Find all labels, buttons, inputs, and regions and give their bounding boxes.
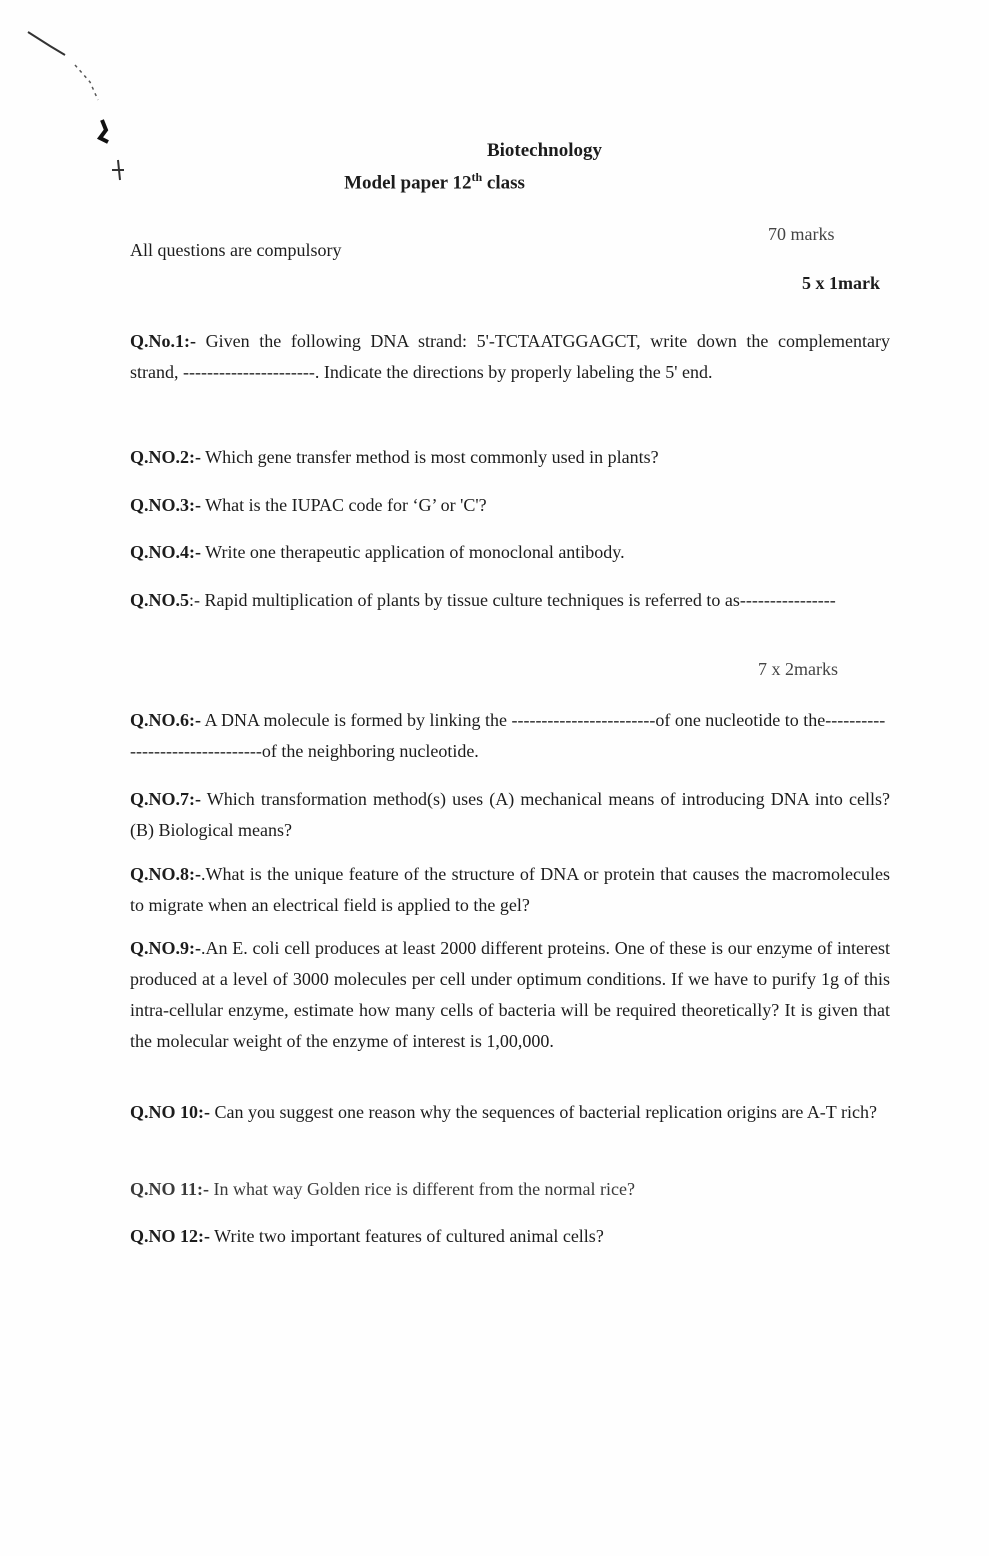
question-3 bbox=[130, 490, 890, 521]
question-label: Q.NO.3:- bbox=[130, 495, 201, 515]
section1-marks: 5 x 1mark bbox=[802, 273, 880, 293]
question-label: Q.NO 10:- bbox=[130, 1102, 210, 1122]
question-5 bbox=[130, 585, 890, 616]
question-1 bbox=[130, 326, 890, 388]
question-text: A DNA molecule is formed by linking the ------------------------of one nucleotide to the--------------------------------of the neighboring nucleotide. bbox=[130, 710, 886, 761]
total-marks: 70 marks bbox=[768, 224, 835, 244]
question-text: Which gene transfer method is most commonly used in plants? bbox=[201, 447, 659, 467]
question-text: Given the following DNA strand: 5'-TCTAATGGAGCT, write down the complementary strand, ----------------------. Indicate the directions by properly labeling the 5' end. bbox=[130, 331, 890, 382]
question-10 bbox=[130, 1097, 890, 1128]
question-label: Q.NO.8:- bbox=[130, 864, 201, 884]
question-label: Q.NO.2:- bbox=[130, 447, 201, 467]
question-label: Q.NO 11:- bbox=[130, 1179, 209, 1199]
question-2 bbox=[130, 442, 890, 473]
section2-marks: 7 x 2marks bbox=[758, 659, 838, 679]
paper-class-title bbox=[0, 170, 929, 194]
question-text: Write one therapeutic application of monoclonal antibody. bbox=[201, 542, 625, 562]
question-label: Q.NO.5 bbox=[130, 590, 190, 610]
paper-class-suffix: class bbox=[482, 172, 525, 194]
question-label: Q.NO.7:- bbox=[130, 789, 201, 809]
question-label: Q.NO 12:- bbox=[130, 1226, 210, 1246]
question-4 bbox=[130, 537, 890, 568]
question-9 bbox=[130, 933, 890, 1057]
paper-class-sup: th bbox=[471, 170, 483, 184]
question-text: Write two important features of cultured animal cells? bbox=[210, 1226, 604, 1246]
instructions-text: All questions are compulsory bbox=[130, 240, 342, 260]
paper-class-prefix: Model paper 12 bbox=[344, 172, 472, 194]
paper-subject-title: Biotechnology bbox=[486, 140, 603, 161]
question-12 bbox=[130, 1221, 890, 1252]
question-label: Q.NO.4:- bbox=[130, 542, 201, 562]
question-label: Q.No.1:- bbox=[130, 331, 196, 351]
question-text: In what way Golden rice is different from the normal rice? bbox=[209, 1179, 636, 1199]
question-8 bbox=[130, 859, 890, 921]
question-7 bbox=[130, 784, 890, 846]
question-text: .An E. coli cell produces at least 2000 different proteins. One of these is our enzyme of interest produced at a level of 3000 molecules per cell under optimum conditions. If we have to purify 1g of this intra-cellular enzyme, estimate how many cells of bacteria will be required theoretically? It is given that the molecular weight of the enzyme of interest is 1,00,000. bbox=[130, 938, 890, 1051]
question-text: What is the IUPAC code for ‘G’ or 'C'? bbox=[201, 495, 487, 515]
question-11 bbox=[130, 1174, 890, 1205]
question-text: Can you suggest one reason why the sequences of bacterial replication origins are A-T rich? bbox=[210, 1102, 877, 1122]
question-text: Which transformation method(s) uses (A) mechanical means of introducing DNA into cells? (B) Biological means? bbox=[130, 789, 890, 840]
question-label: Q.NO.9:- bbox=[130, 938, 201, 958]
question-label: Q.NO.6:- bbox=[130, 710, 201, 730]
question-6 bbox=[130, 705, 890, 767]
question-text: :- Rapid multiplication of plants by tissue culture techniques is referred to as---------------- bbox=[189, 590, 836, 610]
question-text: .What is the unique feature of the structure of DNA or protein that causes the macromolecules to migrate when an electrical field is applied to the gel? bbox=[130, 864, 890, 915]
